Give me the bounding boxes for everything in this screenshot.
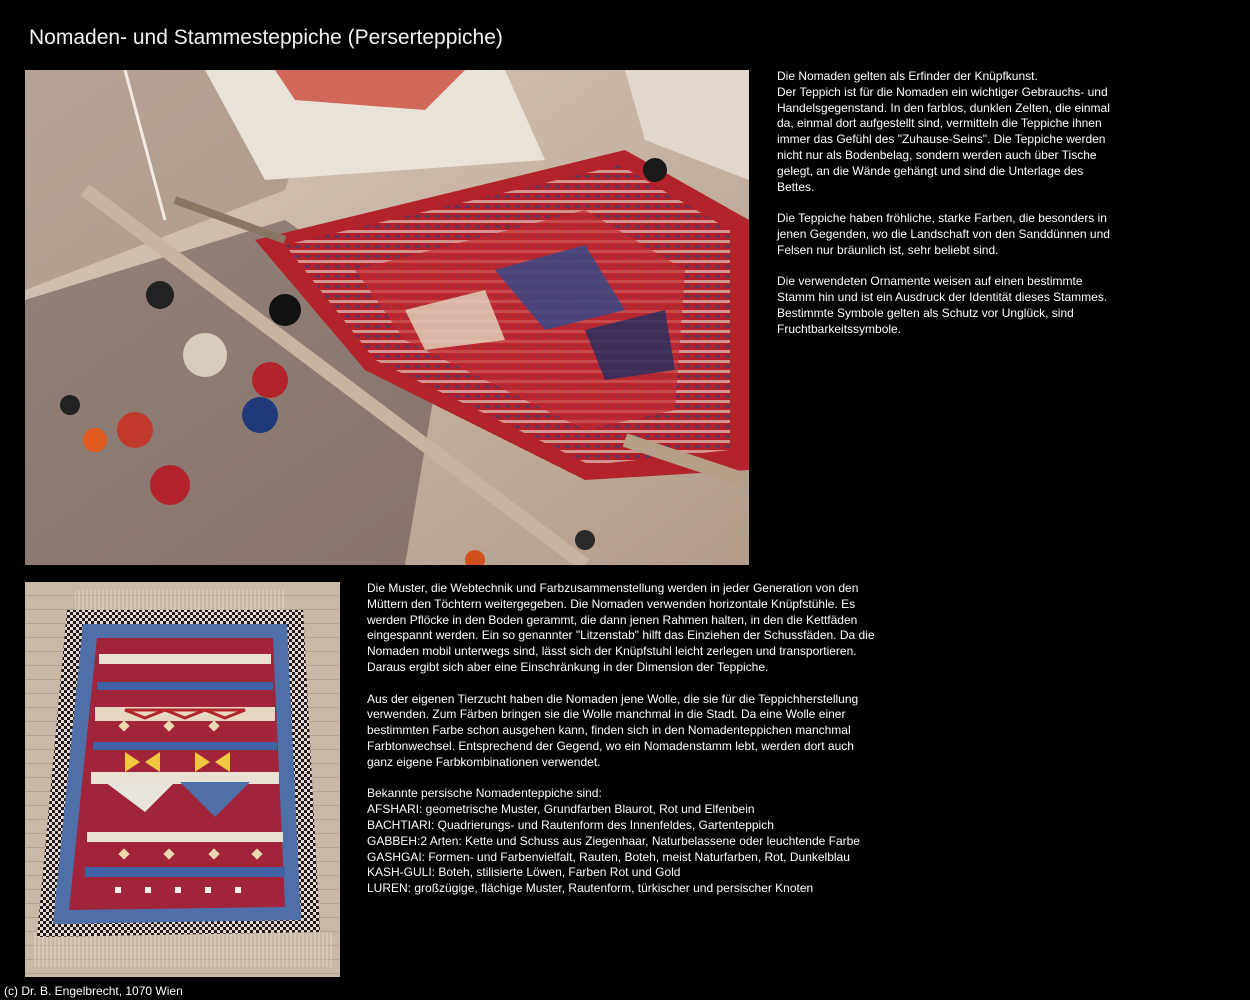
list-item: AFSHARI: geometrische Muster, Grundfarben Blaurot, Rot und Elfenbein	[367, 802, 755, 817]
rug-types-list-heading: Bekannte persische Nomadenteppiche sind:	[367, 786, 602, 801]
list-item: LUREN: großzügige, flächige Muster, Rautenform, türkischer und persischer Knoten	[367, 881, 814, 896]
rug-types-list	[367, 786, 877, 897]
list-item: BACHTIARI: Quadrierungs- und Rautenform des Innenfeldes, Gartenteppich	[367, 817, 774, 832]
nomad-loom-photo	[25, 70, 749, 565]
list-item: GABBEH:2 Arten: Kette und Schuss aus Ziegenhaar, Naturbelassene oder leuchtende Farbe	[367, 833, 860, 848]
copyright-footer: (c) Dr. B. Engelbrecht, 1070 Wien	[4, 984, 183, 998]
page-title: Nomaden- und Stammesteppiche (Perserteppiche)	[29, 26, 503, 49]
intro-paragraph: Die verwendeten Ornamente weisen auf einen bestimmte Stamm hin und ist ein Ausdruck der Identität dieses Stammes. Bestimmte Symbole gelten als Schutz vor Unglück, sind Fruchtbarkeitssymbole.	[777, 274, 1108, 336]
intro-text	[777, 69, 1122, 353]
details-text	[367, 581, 877, 897]
nomad-rug-photo	[25, 582, 340, 977]
list-item: KASH-GULI: Boteh, stilisierte Löwen, Farben Rot und Gold	[367, 865, 681, 880]
details-paragraph: Die Muster, die Webtechnik und Farbzusammenstellung werden in jeder Generation von den Müttern den Töchtern weitergegeben. Die Nomaden verwenden horizontale Knüpfstühle. Es werden Pflöcke in den Boden gerammt, die dann jenen Rahmen halten, in den die Kettfäden eingespannt werden. Ein so genannter "Litzenstab" hilft das Einziehen der Schussfäden. Da die Nomaden mobil unterwegs sind, lässt sich der Knüpfstuhl leicht zerlegen und transportieren. Daraus ergibt sich aber eine Einschränkung in der Dimension der Teppiche.	[367, 581, 875, 674]
list-item: GASHGAI: Formen- und Farbenvielfalt, Rauten, Boteh, meist Naturfarben, Rot, Dunkelblau	[367, 849, 850, 864]
intro-paragraph: Die Teppiche haben fröhliche, starke Farben, die besonders in jenen Gegenden, wo die Landschaft von den Sanddünnen und Felsen nur bräunlich ist, sehr beliebt sind.	[777, 211, 1110, 257]
intro-paragraph: Die Nomaden gelten als Erfinder der Knüpfkunst. Der Teppich ist für die Nomaden ein wichtiger Gebrauchs- und Handelsgegenstand. In den farblos, dunklen Zelten, die einmal da, einmal dort aufgestellt sind, vermitteln die Teppiche ihnen immer das Gefühl des "Zuhause-Seins". Die Teppiche werden nicht nur als Bodenbelag, sondern werden auch über Tische gelegt, an die Wände gehängt und sind die Unterlage des Bettes.	[777, 69, 1110, 194]
details-paragraph: Aus der eigenen Tierzucht haben die Nomaden jene Wolle, die sie für die Teppichherstellung verwenden. Zum Färben bringen sie die Wolle manchmal in die Stadt. Da eine Wolle einer bestimmten Farbe schon ausgehen kann, finden sich in den Nomadenteppichen manchmal Farbtonwechsel. Entsprechend der Gegend, wo ein Nomadenstamm lebt, werden dort auch ganz eigene Farbkombinationen verwendet.	[367, 691, 859, 769]
